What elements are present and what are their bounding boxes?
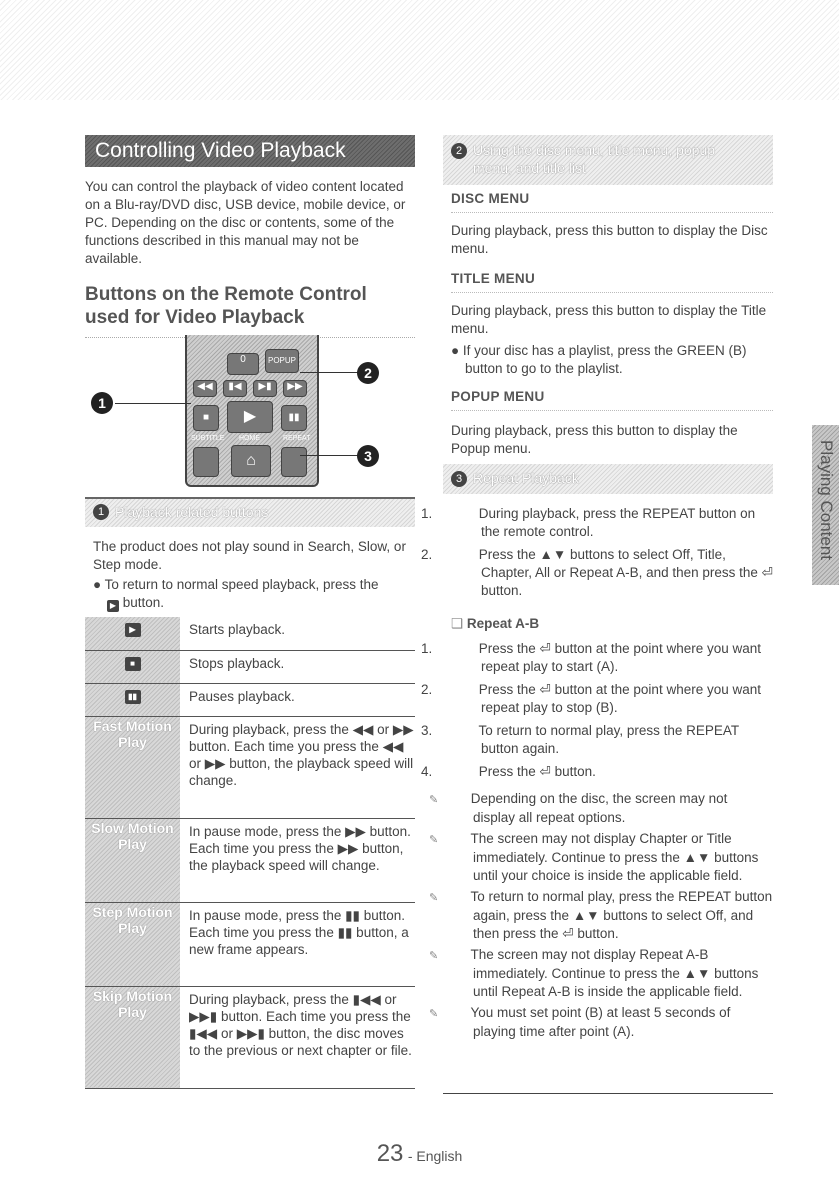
title-menu-bullet: ● If your disc has a playlist, press the GREEN (B) button to go to the playlist. [451,343,747,376]
title-menu-head-bar [451,270,773,293]
remote-control-illustration [85,335,385,485]
stop-cell [85,650,181,683]
row-desc: In pause mode, press the ▮▮ button. Each time you press the ▮▮ button, a new frame appears. [181,902,416,986]
rewind-icon: ◀◀ [193,380,217,397]
playback-subsection-bar [85,497,415,527]
repeat-label: REPEAT [283,435,311,442]
scan-artifact-band [0,0,839,100]
step-number: 1. [421,506,433,521]
section-title: Controlling Video Playback [95,139,346,162]
pencil-note-icon: ✎ [429,834,439,846]
list-item [421,546,773,600]
step-number: 2. [421,547,433,562]
play-icon: ▶ [107,600,119,612]
home-label: HOME [239,435,260,442]
title-menu-bullet-text: If your disc has a playlist, press the GREEN (B) button to go to the playlist. [462,343,747,376]
pause-icon: ▮▮ [281,405,307,431]
playback-buttons-table [85,617,415,1089]
callout-line-1 [115,403,191,404]
step-text: Press the ⏎ button. [478,764,596,779]
step-number: 1. [421,641,433,656]
playback-subsection-title: Playback related buttons [115,504,269,520]
popup-menu-head: POPUP MENU [451,389,545,404]
section-title-bar [85,135,415,167]
play-cell [85,617,181,650]
pencil-note-icon: ✎ [429,1008,439,1020]
skip-back-icon: ▮◀ [223,380,247,397]
step-number: 2. [421,682,433,697]
remote-body [185,335,319,487]
stop-icon: ■ [125,657,141,671]
repeat-button [281,447,307,477]
row-desc: In pause mode, press the ▶▶ button. Each time you press the ▶▶ button, the playback speed will change. [181,818,416,902]
list-item [429,888,773,943]
row-desc: Starts playback. [181,617,416,650]
note-text: The screen may not display Chapter or Title immediately. Continue to press the ▲▼ buttons until your choice is inside the applicable field. [470,831,759,883]
row-label: Fast Motion Play [85,716,181,818]
list-item [421,763,773,781]
intro-paragraph: You can control the playback of video content located on a Blu-ray/DVD disc, USB device, mobile device, or PC. Depending on the disc or contents, some of the functions described in this manual may not be available. [85,179,406,266]
pencil-note-icon: ✎ [429,950,439,962]
chapter-side-label: Playing Content [817,440,836,561]
list-item [429,1004,773,1041]
disc-menu-head: DISC MENU [451,191,530,206]
table-row [85,902,415,986]
list-item [421,640,773,676]
table-row [85,683,415,716]
table-row [85,818,415,902]
row-desc: During playback, press the ▮◀◀ or ▶▶▮ button. Each time you press the ▮◀◀ or ▶▶▮ button, the disc moves to the previous or next chapter or file. [181,986,416,1088]
step-text: During playback, press the REPEAT button on the remote control. [478,506,756,539]
callout-line-2 [300,372,360,373]
step-text: To return to normal play, press the REPEAT button again. [478,723,739,756]
pause-cell [85,683,181,716]
menu-subsection-bar [443,135,773,185]
title-menu-text: During playback, press this button to display the Title menu. [451,303,767,336]
number-3-icon: 3 [451,471,467,487]
list-item [421,505,773,541]
page-number: 23 [376,1140,404,1167]
list-item [421,722,773,758]
repeat-ab-head [451,616,539,632]
table-row [85,650,415,683]
callout-1: 1 [91,392,113,414]
stop-icon: ■ [193,405,219,431]
subtitle-label: SUBTITLE [191,435,225,442]
playback-note-1: The product does not play sound in Search, Slow, or Step mode. [93,539,406,572]
subtitle-button [193,447,219,477]
note-text: The screen may not display Repeat A-B immediately. Continue to press the ▲▼ buttons until Repeat A-B is inside the applicable field. [470,947,759,999]
repeat-subsection-title: Repeat Playback [473,470,579,486]
page-footer [0,1140,839,1168]
note-text: You must set point (B) at least 5 seconds of playing time after point (A). [470,1005,731,1039]
number-2-icon: 2 [451,143,467,159]
note-text: Depending on the disc, the screen may not display all repeat options. [470,791,728,825]
disc-menu-text: During playback, press this button to display the Disc menu. [451,223,768,256]
row-label: Skip Motion Play [85,986,181,1088]
pause-icon: ▮▮ [125,690,141,704]
playback-note-2 [93,576,413,612]
table-row [85,617,415,650]
table-row [85,716,415,818]
play-icon: ▶ [227,401,273,433]
note-text: To return to normal play, press the REPEAT button again, press the ▲▼ buttons to select Off, and then press the ⏎ button. [470,889,773,941]
remote-heading: Buttons on the Remote Control used for Video Playback [85,283,415,338]
fast-forward-icon: ▶▶ [283,380,307,397]
popup-menu-text: During playback, press this button to display the Popup menu. [451,423,738,456]
home-icon: ⌂ [231,445,271,477]
pencil-note-icon: ✎ [429,794,439,806]
popup-head-bar [451,388,773,411]
callout-line-3 [300,455,360,456]
number-1-icon: 1 [93,504,109,520]
title-menu-head: TITLE MENU [451,271,535,286]
step-text: Press the ⏎ button at the point where you want repeat play to stop (B). [478,682,761,715]
list-item [421,681,773,717]
disc-menu-head-bar [451,190,773,213]
callout-3: 3 [357,445,379,467]
repeat-notes [429,790,773,1041]
repeat-ab-steps [421,640,773,781]
row-label: Step Motion Play [85,902,181,986]
row-desc: Pauses playback. [181,683,416,716]
row-desc: During playback, press the ◀◀ or ▶▶ button. Each time you press the ◀◀ or ▶▶ button, the playback speed will change. [181,716,416,818]
step-number: 4. [421,764,433,779]
table-row [85,986,415,1088]
repeat-steps [421,505,773,600]
zero-button: 0 [227,353,259,375]
skip-forward-icon: ▶▮ [253,380,277,397]
play-icon: ▶ [125,623,141,637]
repeat-subsection-bar [443,464,773,494]
step-number: 3. [421,723,433,738]
list-item [429,790,773,827]
checkbox-icon: ❑ [451,616,464,631]
row-label: Slow Motion Play [85,818,181,902]
column-end-rule [443,1093,773,1094]
bullet-dot: ● [93,577,105,592]
step-text: Press the ▲▼ buttons to select Off, Title, Chapter, All or Repeat A-B, and then press the ⏎ button. [478,547,773,598]
playback-note-2-end: button. [122,595,165,610]
menu-subsection-title: Using the disc menu, title menu, popup menu, and title list [473,142,716,176]
list-item [429,946,773,1001]
pencil-note-icon: ✎ [429,892,439,904]
step-text: Press the ⏎ button at the point where you want repeat play to start (A). [478,641,761,674]
list-item [429,830,773,885]
callout-2: 2 [357,362,379,384]
repeat-ab-title: Repeat A-B [466,616,540,631]
playback-note-2-text: To return to normal speed playback, press the [104,577,379,592]
popup-button: POPUP [265,349,299,373]
row-desc: Stops playback. [181,650,416,683]
page-language: - English [407,1148,463,1164]
